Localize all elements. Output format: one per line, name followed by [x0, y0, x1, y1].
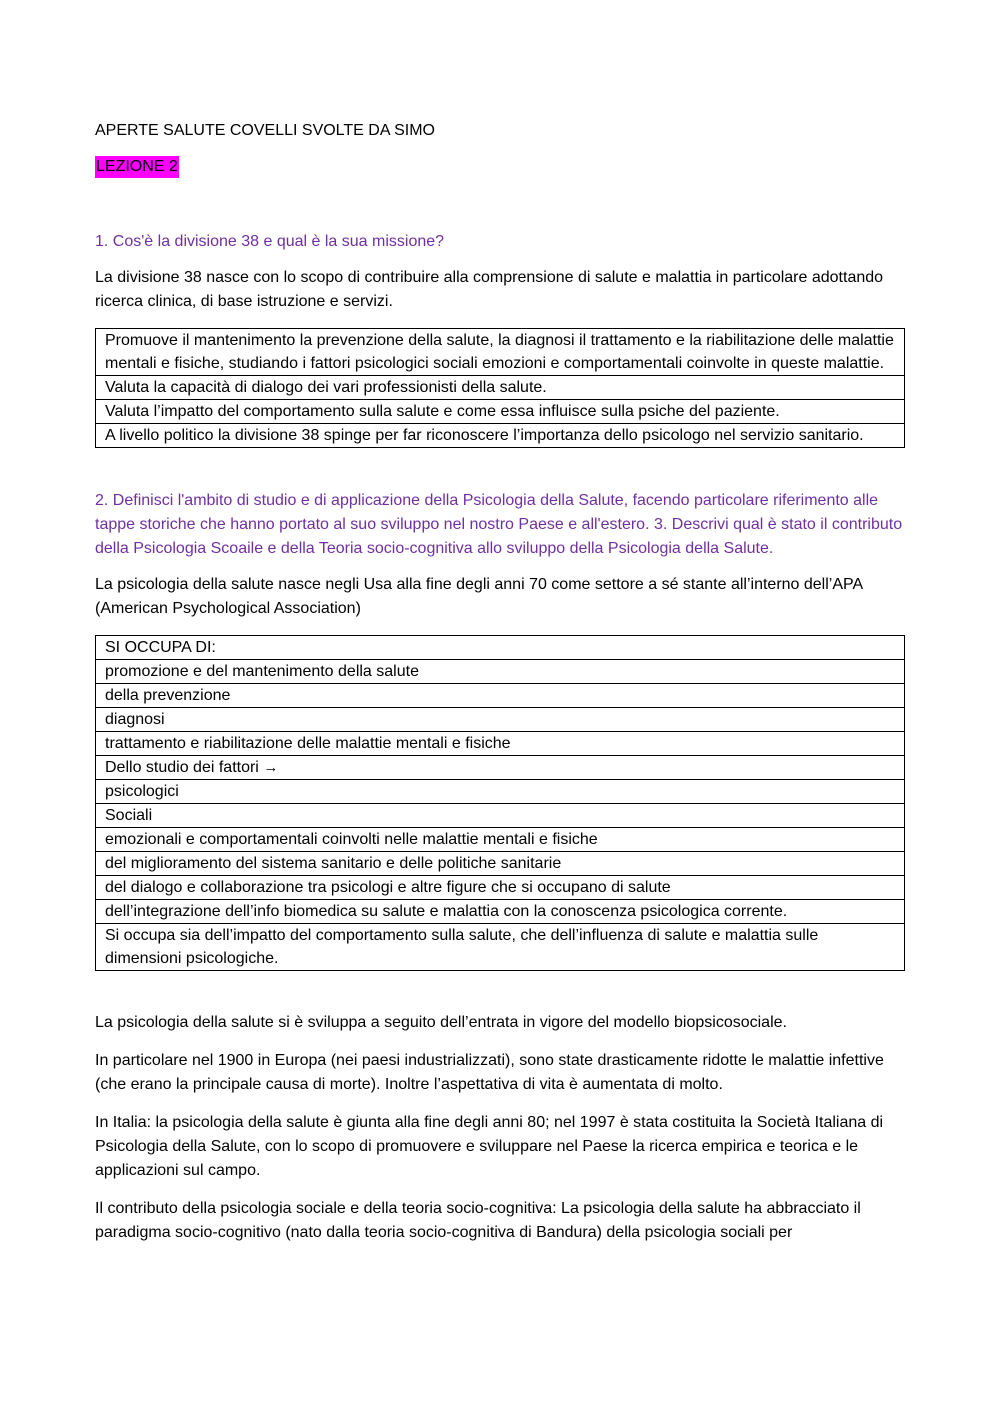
paragraph: Il contributo della psicologia sociale e della teoria socio-cognitiva: La psicologia della salute ha abbracciato il paradigma socio-cognitivo (nato dalla teoria socio-cognitiva di Bandura) della psicologia sociali per [95, 1200, 861, 1241]
table-cell: del miglioramento del sistema sanitario e delle politiche sanitarie [96, 852, 905, 876]
table-row [96, 852, 905, 876]
table-cell: A livello politico la divisione 38 spinge per far riconoscere l’importanza dello psicologo nel servizio sanitario. [96, 424, 905, 448]
table-cell: emozionali e comportamentali coinvolti nelle malattie mentali e fisiche [96, 828, 905, 852]
mission-table [95, 328, 905, 448]
question-1: 1. Cos'è la divisione 38 e qual è la sua missione? [95, 233, 445, 250]
table-cell: dell’integrazione dell’info biomedica su salute e malattia con la conoscenza psicologica corrente. [96, 900, 905, 924]
table-cell: Valuta la capacità di dialogo dei vari professionisti della salute. [96, 376, 905, 400]
table-row [96, 828, 905, 852]
table-cell-text: Dello studio dei fattori [105, 759, 259, 776]
lesson-heading-wrap [95, 156, 905, 178]
table-row [96, 876, 905, 900]
table-row [96, 329, 905, 376]
section1-intro: La divisione 38 nasce con lo scopo di contribuire alla comprensione di salute e malattia in particolare adottando ricerca clinica, di base istruzione e servizi. [95, 269, 884, 310]
table-cell: diagnosi [96, 708, 905, 732]
table-row [96, 400, 905, 424]
table-cell [96, 756, 905, 780]
table-cell: Sociali [96, 804, 905, 828]
table-row [96, 636, 905, 660]
arrow-right-icon: → [263, 759, 279, 776]
table-cell: Si occupa sia dell’impatto del comportamento sulla salute, che dell’influenza di salute e malattia sulle dimensioni psicologiche. [96, 924, 905, 971]
table-row [96, 424, 905, 448]
table-row [96, 708, 905, 732]
lesson-heading: LEZIONE 2 [95, 156, 179, 178]
section2-intro: La psicologia della salute nasce negli Usa alla fine degli anni 70 come settore a sé stante all’interno dell’APA (American Psychological Association) [95, 576, 863, 617]
spacer [95, 971, 905, 1011]
table-cell: Promuove il mantenimento la prevenzione della salute, la diagnosi il trattamento e la riabilitazione delle malattie mentali e fisiche, studiando i fattori psicologici sociali emozioni e comportamentali coinvolte in queste malattie. [96, 329, 905, 376]
table-cell: psicologici [96, 780, 905, 804]
spacer [95, 448, 905, 489]
paragraph: In particolare nel 1900 in Europa (nei paesi industrializzati), sono state drasticamente ridotte le malattie infettive (che erano la principale causa di morte). Inoltre l’aspettativa di vita è aumentata di molto. [95, 1052, 884, 1093]
scope-table [95, 635, 905, 971]
table-row [96, 900, 905, 924]
table-row [96, 376, 905, 400]
table-cell: trattamento e riabilitazione delle malattie mentali e fisiche [96, 732, 905, 756]
table-row [96, 684, 905, 708]
table-row [96, 924, 905, 971]
table-cell: del dialogo e collaborazione tra psicologi e altre figure che si occupano di salute [96, 876, 905, 900]
question-2-3: 2. Definisci l'ambito di studio e di applicazione della Psicologia della Salute, facendo particolare riferimento alle tappe storiche che hanno portato al suo sviluppo nel nostro Paese e all'estero. 3. Descrivi qual è stato il contributo della Psicologia Scoaile e della Teoria socio-cognitiva allo sviluppo della Psicologia della Salute. [95, 492, 903, 557]
table-cell: promozione e del mantenimento della salute [96, 660, 905, 684]
table-cell: Valuta l’impatto del comportamento sulla salute e come essa influisce sulla psiche del paziente. [96, 400, 905, 424]
table-row [96, 732, 905, 756]
table-cell: SI OCCUPA DI: [96, 636, 905, 660]
table-row [96, 804, 905, 828]
paragraph: In Italia: la psicologia della salute è giunta alla fine degli anni 80; nel 1997 è stata costituita la Società Italiana di Psicologia della Salute, con lo scopo di promuovere e sviluppare nel Paese la ricerca empirica e teorica e le applicazioni sul campo. [95, 1114, 884, 1179]
table-row [96, 660, 905, 684]
table-row [96, 756, 905, 780]
table-cell: della prevenzione [96, 684, 905, 708]
document-title: APERTE SALUTE COVELLI SVOLTE DA SIMO [95, 122, 435, 139]
table-row [96, 780, 905, 804]
paragraph: La psicologia della salute si è sviluppa a seguito dell’entrata in vigore del modello biopsicosociale. [95, 1014, 787, 1031]
